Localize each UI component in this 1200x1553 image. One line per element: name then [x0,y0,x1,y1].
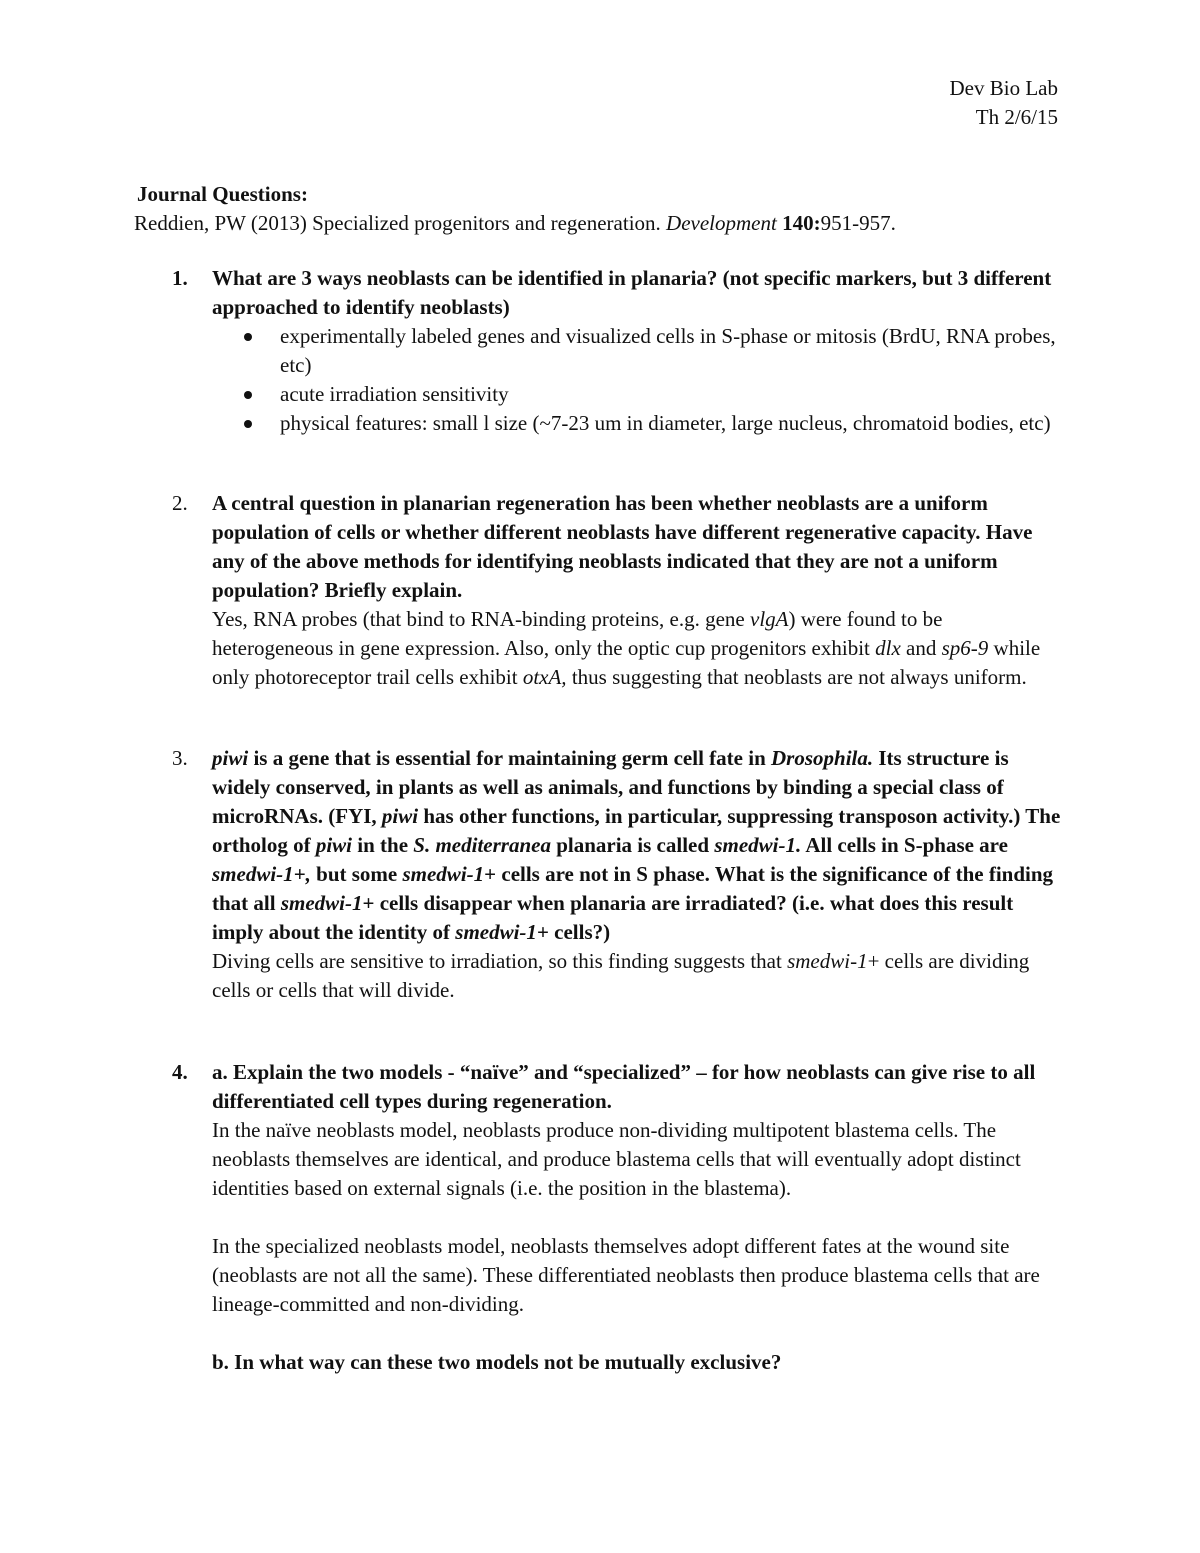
question-part-b: b. In what way can these two models not be mutually exclusive? [212,1350,782,1374]
question-text: A central question in planarian regeneration has been whether neoblasts are a uniform population of cells or whether different neoblasts have different regenerative capacity. Have any of the above methods for identifying neoblasts indicated that they are not a uniform population? Briefly explain. [212,491,1033,602]
question-number: 2. [172,491,188,515]
list-item: experimentally labeled genes and visualized cells in S-phase or mitosis (BrdU, RNA probes, etc) [210,322,1062,380]
bullet-icon [244,333,252,341]
question-number: 1. [172,266,188,290]
question-number: 4. [172,1060,188,1084]
question-text: piwi is a gene that is essential for maintaining germ cell fate in Drosophila. Its structure is widely conserved, in plants as well as animals, and functions by binding a special class of microRNAs. (FYI, piwi has other functions, in particular, suppressing transposon activity.) The ortholog of piwi in the S. mediterranea planaria is called smedwi-1. All cells in S-phase are smedwi-1+, but some smedwi-1+ cells are not in S phase. What is the significance of the finding that all smedwi-1+ cells disappear when planaria are irradiated? (i.e. what does this result imply about the identity of smedwi-1+ cells?) [212,746,1061,944]
answer-list [212,322,1062,438]
list-item: physical features: small l size (~7-23 um in diameter, large nucleus, chromatoid bodies, etc) [210,409,1062,438]
citation [134,209,896,238]
bullet-icon [244,391,252,399]
answer-text: In the naïve neoblasts model, neoblasts produce non-dividing multipotent blastema cells. The neoblasts themselves are identical, and produce blastema cells that will eventually adopt distinct identities based on external signals (i.e. the position in the blastema). [212,1118,1021,1200]
question-number: 3. [172,746,188,770]
gene-name: otxA, [522,665,567,689]
gene-name: vlgA [750,607,789,631]
list-item: acute irradiation sensitivity [210,380,1062,409]
citation-pages: 951-957. [820,211,896,235]
citation-volume: 140: [782,211,821,235]
citation-journal: Development [666,211,777,235]
answer-text: In the specialized neoblasts model, neoblasts themselves adopt different fates at the wound site (neoblasts are not all the same). These differentiated neoblasts then produce blastema cells that are lineage-committed and non-dividing. [212,1234,1040,1316]
answer-text: Diving cells are sensitive to irradiation, so this finding suggests that smedwi-1+ cells are dividing cells or cells that will divide. [212,949,1030,1002]
citation-authors-title: Reddien, PW (2013) Specialized progenitors and regeneration. [134,211,661,235]
gene-name: smedwi-1 [787,949,868,973]
bullet-icon [244,420,252,428]
answer-text: Yes, RNA probes (that bind to RNA-binding proteins, e.g. gene vlgA) were found to be heterogeneous in gene expression. Also, only the optic cup progenitors exhibit dlx and sp6-9 while only photoreceptor trail cells exhibit otxA, thus suggesting that neoblasts are not always uniform. [212,607,1041,689]
course-name: Dev Bio Lab [949,76,1058,100]
question-part-a: a. Explain the two models - “naïve” and “specialized” – for how neoblasts can give rise to all differentiated cell types during regeneration. [212,1060,1036,1113]
header-date: Th 2/6/15 [975,105,1058,129]
page-header [950,74,1058,132]
section-title: Journal Questions: [137,182,308,206]
gene-name: sp6-9 [941,636,989,660]
gene-name: dlx [875,636,901,660]
question-text: What are 3 ways neoblasts can be identified in planaria? (not specific markers, but 3 different approached to identify neoblasts) [212,266,1052,319]
